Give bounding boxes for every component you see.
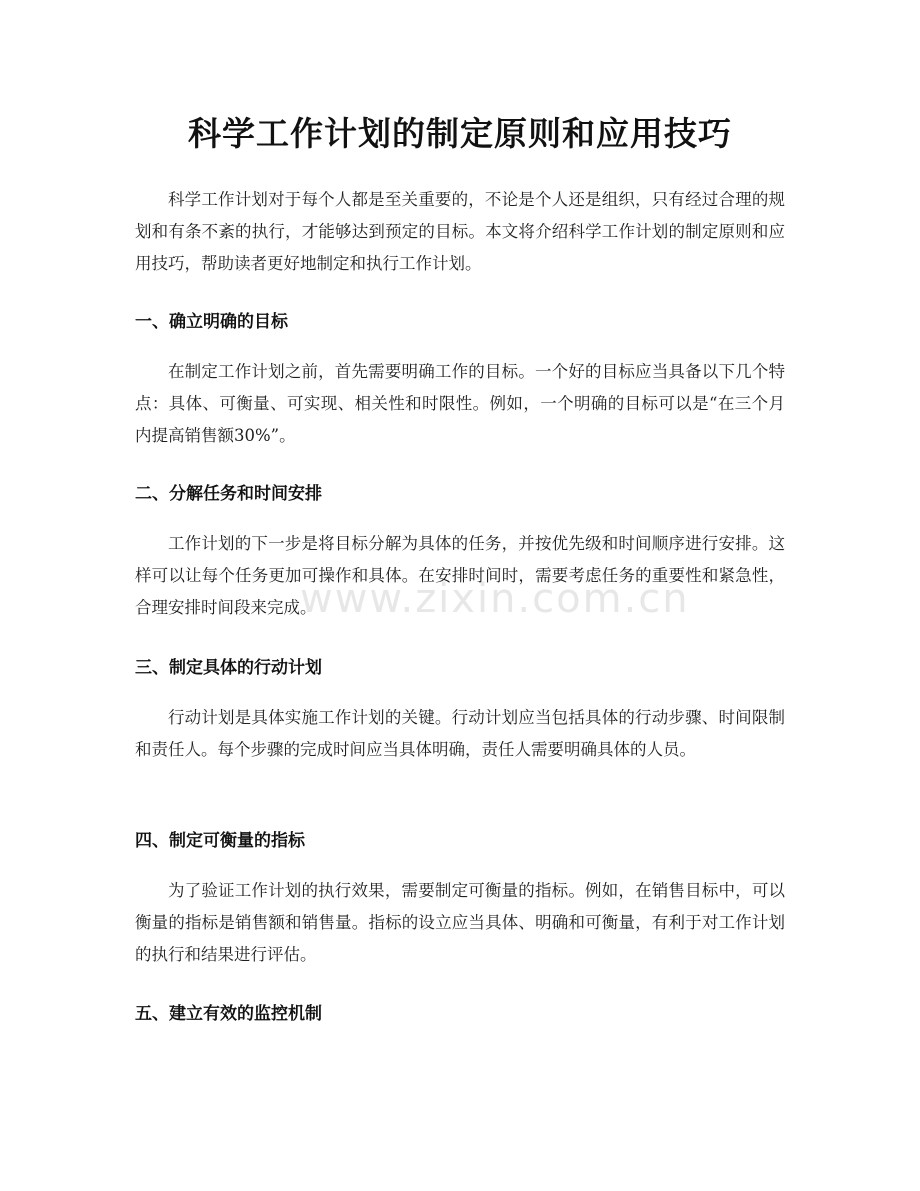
- watermark-text: www.zixin.com.cn: [300, 576, 690, 622]
- section-1-body: 在制定工作计划之前，首先需要明确工作的目标。一个好的目标应当具备以下几个特点：具体、可衡量、可实现、相关性和时限性。例如，一个明确的目标可以是“在三个月内提高销售额30%”。: [135, 362, 785, 445]
- section-5-heading: 五、建立有效的监控机制: [135, 1004, 322, 1024]
- intro-paragraph: 科学工作计划对于每个人都是至关重要的，不论是个人还是组织，只有经过合理的规划和有条不紊的执行，才能够达到预定的目标。本文将介绍科学工作计划的制定原则和应用技巧，帮助读者更好地制定和执行工作计划。: [135, 190, 785, 273]
- section-3-body: 行动计划是具体实施工作计划的关键。行动计划应当包括具体的行动步骤、时间限制和责任人。每个步骤的完成时间应当具体明确，责任人需要明确具体的人员。: [135, 708, 785, 759]
- section-4-heading: 四、制定可衡量的指标: [135, 831, 305, 851]
- section-1-heading: 一、确立明确的目标: [135, 312, 288, 332]
- section-3-heading: 三、制定具体的行动计划: [135, 658, 322, 678]
- section-4-body: 为了验证工作计划的执行效果，需要制定可衡量的指标。例如，在销售目标中，可以衡量的指标是销售额和销售量。指标的设立应当具体、明确和可衡量，有利于对工作计划的执行和结果进行评估。: [135, 881, 785, 964]
- section-2-heading: 二、分解任务和时间安排: [135, 484, 322, 504]
- section-2-body: 工作计划的下一步是将目标分解为具体的任务，并按优先级和时间顺序进行安排。这样可以让每个任务更加可操作和具体。在安排时间时，需要考虑任务的重要性和紧急性，合理安排时间段来完成。: [135, 534, 785, 617]
- page-title: 科学工作计划的制定原则和应用技巧: [188, 114, 732, 153]
